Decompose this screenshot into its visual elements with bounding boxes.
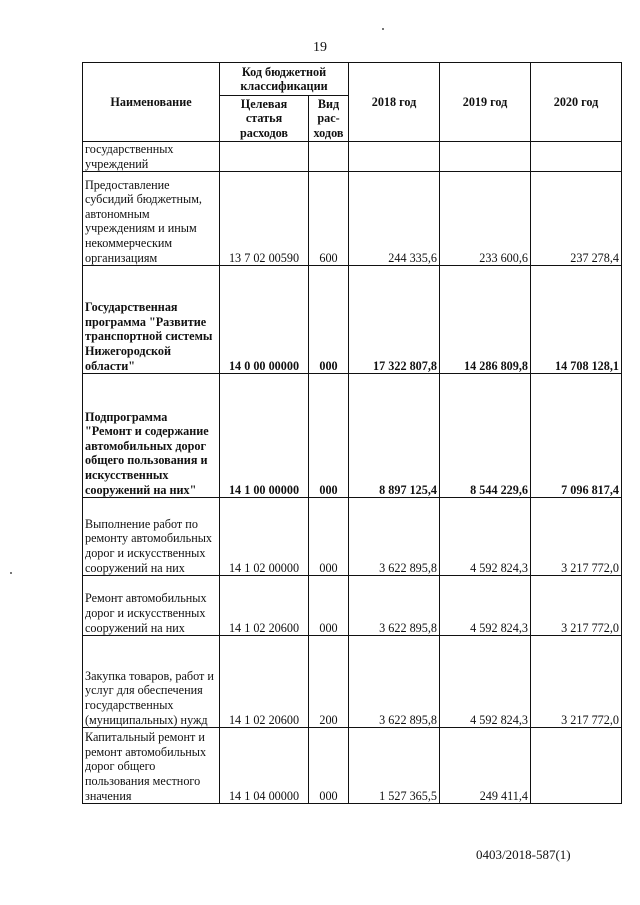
row-type: 600 <box>309 172 349 266</box>
row-2018: 1 527 365,5 <box>349 728 440 804</box>
header-type: Вид рас-ходов <box>309 96 349 142</box>
row-name: Закупка товаров, работ и услуг для обеспечения государственных (муниципальных) нужд <box>83 636 220 728</box>
row-2020: 3 217 772,0 <box>531 636 622 728</box>
header-2020: 2020 год <box>531 63 622 142</box>
row-2018 <box>349 142 440 172</box>
row-target: 14 1 02 20600 <box>220 636 309 728</box>
header-code-group: Код бюджетной классификации <box>220 63 349 96</box>
row-name: Государственная программа "Развитие транспортной системы Нижегородской области" <box>83 266 220 374</box>
row-type: 000 <box>309 498 349 576</box>
row-2020: 7 096 817,4 <box>531 374 622 498</box>
table-row <box>83 266 622 374</box>
row-type: 000 <box>309 728 349 804</box>
row-2018: 8 897 125,4 <box>349 374 440 498</box>
budget-table <box>82 62 622 804</box>
table-row <box>83 374 622 498</box>
row-name: государственных учреждений <box>83 142 220 172</box>
header-2018: 2018 год <box>349 63 440 142</box>
row-target <box>220 142 309 172</box>
row-name: Подпрограмма "Ремонт и содержание автомобильных дорог общего пользования и искусственных сооружений на них" <box>83 374 220 498</box>
row-2018: 3 622 895,8 <box>349 498 440 576</box>
row-2020: 3 217 772,0 <box>531 576 622 636</box>
header-name: Наименование <box>83 63 220 142</box>
row-type: 000 <box>309 576 349 636</box>
row-2019: 233 600,6 <box>440 172 531 266</box>
header-row-top <box>83 63 622 96</box>
row-target: 14 1 00 00000 <box>220 374 309 498</box>
row-type <box>309 142 349 172</box>
table-row <box>83 142 622 172</box>
row-2019: 4 592 824,3 <box>440 576 531 636</box>
row-2019: 4 592 824,3 <box>440 636 531 728</box>
row-2020: 14 708 128,1 <box>531 266 622 374</box>
row-2018: 3 622 895,8 <box>349 636 440 728</box>
header-2019: 2019 год <box>440 63 531 142</box>
row-name: Ремонт автомобильных дорог и искусственных сооружений на них <box>83 576 220 636</box>
row-2020 <box>531 142 622 172</box>
row-2020: 237 278,4 <box>531 172 622 266</box>
row-target: 13 7 02 00590 <box>220 172 309 266</box>
page-number: 19 <box>313 40 327 55</box>
row-target: 14 0 00 00000 <box>220 266 309 374</box>
table-row <box>83 728 622 804</box>
document-code: 0403/2018-587(1) <box>476 847 571 862</box>
scan-artifact-dot <box>10 572 12 574</box>
row-2019 <box>440 142 531 172</box>
table-row <box>83 636 622 728</box>
row-name: Капитальный ремонт и ремонт автомобильных дорог общего пользования местного значения <box>83 728 220 804</box>
row-target: 14 1 02 00000 <box>220 498 309 576</box>
row-2019: 249 411,4 <box>440 728 531 804</box>
row-type: 000 <box>309 374 349 498</box>
header-target: Целевая статья расходов <box>220 96 309 142</box>
row-name: Выполнение работ по ремонту автомобильных дорог и искусственных сооружений на них <box>83 498 220 576</box>
row-type: 000 <box>309 266 349 374</box>
table-row <box>83 498 622 576</box>
row-2018: 244 335,6 <box>349 172 440 266</box>
row-2020: 3 217 772,0 <box>531 498 622 576</box>
row-2019: 14 286 809,8 <box>440 266 531 374</box>
row-target: 14 1 04 00000 <box>220 728 309 804</box>
row-2020 <box>531 728 622 804</box>
row-2019: 4 592 824,3 <box>440 498 531 576</box>
row-type: 200 <box>309 636 349 728</box>
row-2019: 8 544 229,6 <box>440 374 531 498</box>
table-row <box>83 576 622 636</box>
row-target: 14 1 02 20600 <box>220 576 309 636</box>
table-row <box>83 172 622 266</box>
row-2018: 3 622 895,8 <box>349 576 440 636</box>
scan-artifact-dot <box>382 28 384 30</box>
row-2018: 17 322 807,8 <box>349 266 440 374</box>
row-name: Предоставление субсидий бюджетным, автономным учреждениям и иным некоммерческим организациям <box>83 172 220 266</box>
